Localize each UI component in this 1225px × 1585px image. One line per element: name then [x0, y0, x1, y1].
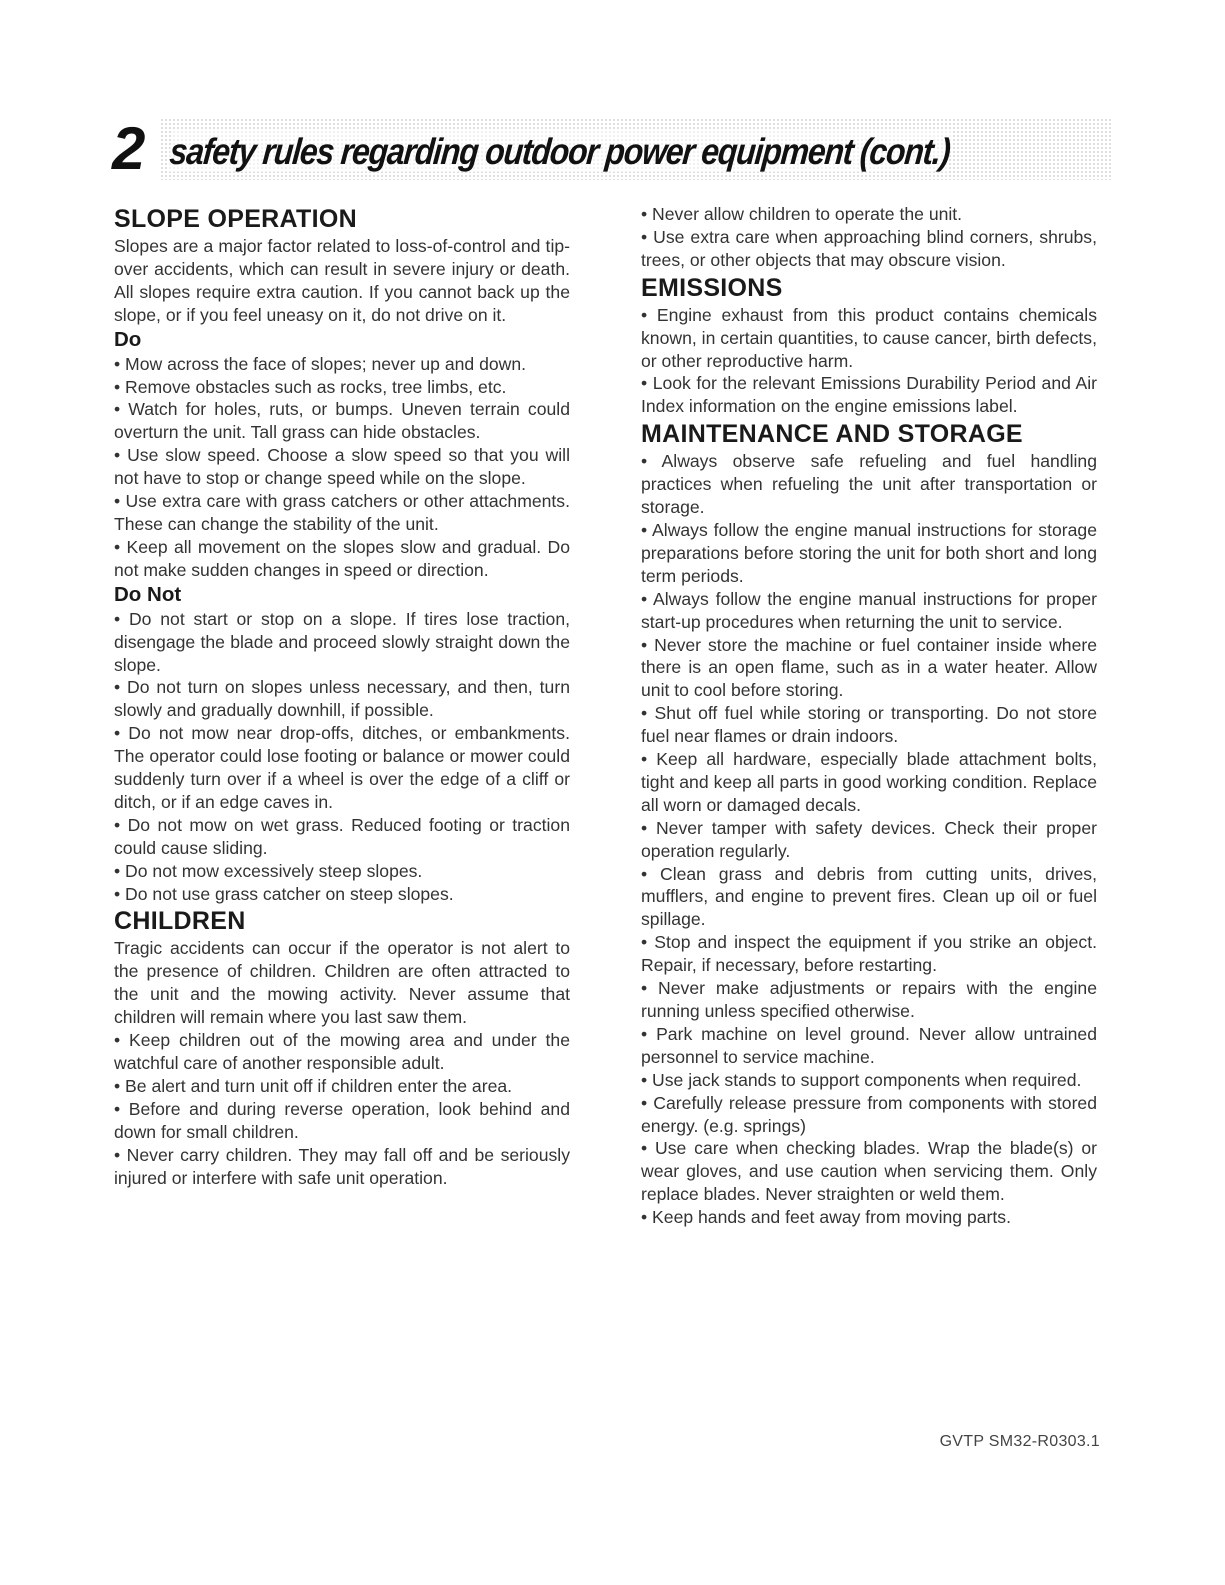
list-item: • Do not mow excessively steep slopes.: [114, 860, 423, 881]
list-item: • Shut off fuel while storing or transporting. Do not store fuel near flames or drain indoors.: [641, 703, 1097, 747]
chapter-title: safety rules regarding outdoor power equipment (cont.): [168, 130, 952, 172]
list-item: • Watch for holes, ruts, or bumps. Uneven terrain could overturn the unit. Tall grass can hide obstacles.: [114, 399, 570, 443]
children-intro: Tragic accidents can occur if the operator is not alert to the presence of children. Children are often attracted to the unit and the mowing activity. Never assume that children will remain where you last saw them.: [114, 938, 570, 1028]
subsection-title-do-not: Do Not: [114, 582, 182, 606]
list-item: • Always follow the engine manual instructions for storage preparations before storing the unit for both short and long term periods.: [641, 519, 1097, 586]
list-item: • Always follow the engine manual instructions for proper start-up procedures when returning the unit to service.: [641, 588, 1097, 632]
list-item: • Keep hands and feet away from moving parts.: [641, 1207, 1011, 1228]
list-item: • Always observe safe refueling and fuel handling practices when refueling the unit after transportation or storage.: [641, 451, 1097, 518]
list-item: • Never make adjustments or repairs with the engine running unless specified otherwise.: [641, 978, 1097, 1021]
list-item: • Never tamper with safety devices. Check their proper operation regularly.: [641, 817, 1097, 861]
list-item: • Never carry children. They may fall off and be seriously injured or interfere with safe unit operation.: [114, 1144, 570, 1188]
list-item: • Never store the machine or fuel container inside where there is an open flame, such as in a water heater. Allow unit to cool before storing.: [641, 634, 1097, 701]
list-item: • Look for the relevant Emissions Durability Period and Air Index information on the engine emissions label.: [641, 373, 1097, 417]
list-item: • Use extra care with grass catchers or other attachments. These can change the stability of the unit.: [114, 491, 570, 534]
list-item: • Engine exhaust from this product contains chemicals known, in certain quantities, to cause cancer, birth defects, or other reproductive harm.: [641, 304, 1097, 371]
list-item: • Do not mow on wet grass. Reduced footing or traction could cause sliding.: [114, 814, 570, 858]
document-code: GVTP SM32-R0303.1: [939, 1433, 1100, 1450]
chapter-number: 2: [112, 116, 159, 182]
section-title-emissions: EMISSIONS: [641, 273, 783, 302]
list-item: • Never allow children to operate the unit.: [641, 204, 963, 224]
list-item: • Keep all movement on the slopes slow and gradual. Do not make sudden changes in speed or direction.: [114, 536, 570, 580]
list-item: • Do not use grass catcher on steep slopes.: [114, 883, 454, 904]
list-item: • Park machine on level ground. Never allow untrained personnel to service machine.: [641, 1023, 1097, 1067]
list-item: • Clean grass and debris from cutting units, drives, mufflers, and engine to prevent fires. Clean up oil or fuel spillage.: [641, 863, 1097, 930]
list-item: • Use care when checking blades. Wrap the blade(s) or wear gloves, and use caution when servicing them. Only replace blades. Never straighten or weld them.: [641, 1138, 1097, 1205]
list-item: • Use slow speed. Choose a slow speed so that you will not have to stop or change speed while on the slope.: [114, 445, 570, 489]
section-title-slope-operation: SLOPE OPERATION: [114, 205, 357, 233]
left-column: [114, 203, 570, 1189]
list-item: • Be alert and turn unit off if children enter the area.: [114, 1075, 513, 1096]
subsection-title-do: Do: [114, 327, 142, 351]
chapter-header: [112, 115, 1112, 182]
list-item: • Mow across the face of slopes; never up and down.: [114, 353, 527, 374]
list-item: • Do not turn on slopes unless necessary, and then, turn slowly and gradually downhill, if possible.: [114, 677, 570, 721]
right-column: [641, 203, 1097, 1229]
section-title-maintenance-and-storage: MAINTENANCE AND STORAGE: [641, 420, 1023, 449]
list-item: • Use jack stands to support components when required.: [641, 1069, 1082, 1090]
slope-intro: Slopes are a major factor related to loss-of-control and tip-over accidents, which can result in severe injury or death. All slopes require extra caution. If you cannot back up the slope, or if you feel uneasy on it, do not drive on it.: [114, 236, 570, 325]
section-title-children: CHILDREN: [114, 907, 246, 936]
list-item: • Carefully release pressure from components with stored energy. (e.g. springs): [641, 1092, 1097, 1136]
list-item: • Use extra care when approaching blind corners, shrubs, trees, or other objects that may obscure vision.: [641, 226, 1097, 270]
list-item: • Keep children out of the mowing area and under the watchful care of another responsible adult.: [114, 1030, 570, 1073]
list-item: • Do not start or stop on a slope. If tires lose traction, disengage the blade and proceed slowly straight down the slope.: [114, 608, 570, 675]
list-item: • Stop and inspect the equipment if you strike an object. Repair, if necessary, before restarting.: [641, 932, 1097, 976]
list-item: • Do not mow near drop-offs, ditches, or embankments. The operator could lose footing or balance or mower could suddenly turn over if a wheel is over the edge of a cliff or ditch, or if an edge caves in.: [114, 723, 570, 812]
list-item: • Remove obstacles such as rocks, tree limbs, etc.: [114, 376, 507, 397]
list-item: • Keep all hardware, especially blade attachment bolts, tight and keep all parts in good working condition. Replace all worn or damaged decals.: [641, 749, 1097, 815]
list-item: • Before and during reverse operation, look behind and down for small children.: [114, 1098, 570, 1142]
